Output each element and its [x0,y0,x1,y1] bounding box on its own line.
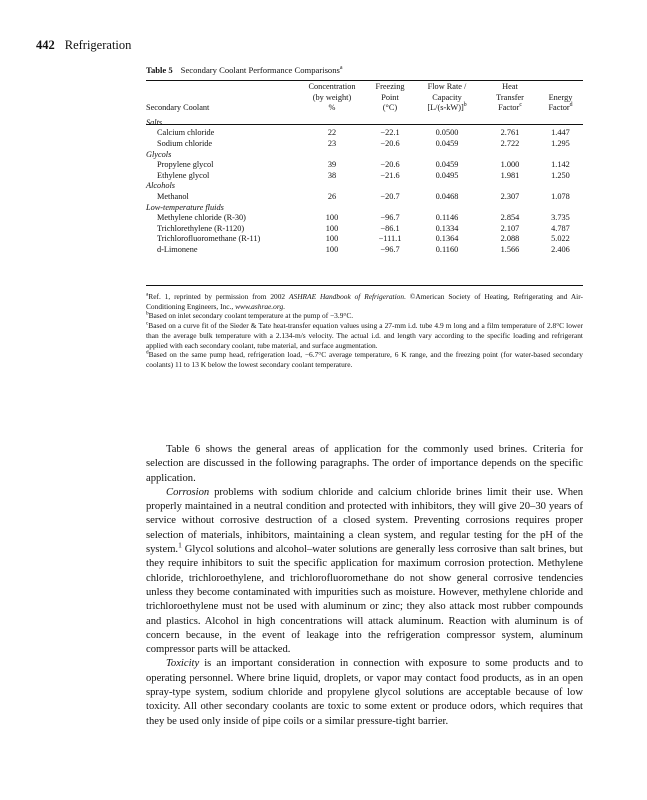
body-text [146,443,583,729]
concentration-cell: 39 [327,160,337,170]
concentration-cell: 100 [325,244,339,254]
table-row [146,224,583,235]
freezing-point-cell: −20.7 [380,191,400,201]
heat-transfer-cell: 2.088 [500,234,520,244]
freezing-point-cell: −22.1 [380,128,400,138]
footnote-c: $^c$Based on a curve fit of the Sieder & Tate heat-transfer equation values using a 27-mm i.d. tube 4.9 m long and a film temperature of 2.8°C lower than the average bulk temperature with a 2.134-m/s velocity. The actual i.d. and length vary according to the specific loading and refrigerant applied with each secondary coolant, tube material, and surface augmentation. [146,320,583,350]
col-header-freezing: Freezing Point (°C) [375,82,405,113]
table-row [146,234,583,245]
table-row [146,213,583,224]
flow-rate-cell: 0.0495 [435,170,459,180]
concentration-cell: 38 [327,170,337,180]
table-row [146,139,583,150]
table-title: Secondary Coolant Performance Comparisons [180,65,340,75]
coolant-name: Propylene glycol [157,160,214,170]
paragraph-corrosion: Corrosion problems with sodium chloride and calcium chloride brines limit their use. When properly maintained in a neutral condition and protected with inhibitors, they will give 20–30 years of service without corrosive destruction of a closed system. Preventing corrosions requires proper selection of materials, inhibitors, maintaining a clean system, and regular testing for the pH of the system.$^1$ Glycol solutions and alcohol–water solutions are generally less corrosive than salt brines, but they require inhibitors to suit the specific application for maximum corrosion protection. Methylene chloride, trichloroethylene, and trichlorofluoromethane do not show general corrosive tendencies unless they become contaminated with impurities such as moisture. However, methylene chloride and trichloroethylene must not be used with aluminum or zinc; they also attack most rubber compounds and plastics. Alcohol in high concentrations will attack aluminum. Reaction with aluminum is of concern because, in the event of leakage into the refrigeration compressor system, aluminum compressor parts will be attacked. [146,486,583,656]
reference-mark: 1 [178,540,182,550]
freezing-point-cell: −96.7 [380,244,400,254]
energy-factor-cell: 3.735 [551,213,570,223]
footnote-a: $^a$Ref. 1, reprinted by permission from 2002 ASHRAE Handbook of Refrigeration. ©American Society of Heating, Refrigerating and Air-Conditioning Engineers, Inc., www.ashrae.org. [146,291,583,311]
coolant-name: Sodium chloride [157,138,213,148]
term-toxicity: Toxicity [166,658,200,670]
coolant-name: Calcium chloride [157,128,215,138]
coolant-name: Trichlorethylene (R-1120) [157,223,245,233]
energy-factor-cell: 1.447 [551,128,570,138]
heat-transfer-cell: 2.722 [500,138,520,148]
table-group-row [146,150,583,161]
concentration-cell: 100 [325,234,339,244]
heat-transfer-cell: 2.761 [500,128,520,138]
concentration-cell: 100 [325,213,339,223]
flow-rate-cell: 0.0459 [435,160,459,170]
page-number: 442 [36,38,55,52]
concentration-cell: 22 [327,128,337,138]
table-row [146,160,583,171]
table-row [146,192,583,203]
table-label: Table 5 [146,65,173,75]
freezing-point-cell: −20.6 [380,160,400,170]
table-group-row [146,181,583,192]
flow-rate-cell: 0.1160 [435,244,459,254]
col-header-flow: Flow Rate / Capacity $[L/(s-kW)]^b$ [427,82,467,113]
flow-rate-cell: 0.1146 [435,213,459,223]
energy-factor-cell: 1.078 [551,191,570,201]
group-label: Low-temperature fluids [146,202,224,212]
table-bottom-rule [146,285,583,286]
coolant-name: Methanol [157,191,189,201]
energy-factor-cell: 1.295 [551,138,570,148]
heat-transfer-cell: 2.307 [500,191,520,201]
page-header [36,38,131,53]
table-caption [146,65,343,75]
concentration-cell: 100 [325,223,339,233]
freezing-point-cell: −20.6 [380,138,400,148]
group-label: Glycols [146,149,172,159]
coolant-name: d-Limonene [157,244,198,254]
energy-factor-cell: 5.022 [551,234,570,244]
coolant-table [146,82,583,256]
heat-transfer-cell: 1.981 [500,170,520,180]
col-header-concentration: Concentration (by weight) % [308,82,356,113]
footnote-b: $^b$Based on inlet secondary coolant temperature at the pump of −3.9°C. [146,310,354,321]
freezing-point-cell: −111.1 [378,234,402,244]
caption-footnote-mark: a [339,65,343,72]
paragraph-toxicity: Toxicity is an important consideration in connection with exposure to some products and to operating personnel. Where brine liquid, droplets, or vapor may contact food products, as in an open spray-type system, sodium chloride and propylene glycol solutions are acceptable because of low toxicity. All other secondary coolants are toxic to some extent or produce odors, which requires that they be used only inside of pipe coils or a similar pressure-tight barrier. [146,658,583,727]
paragraph-intro: Table 6 shows the general areas of application for the commonly used brines. Criteria for selection are discussed in the following paragraphs. The order of importance depends on the specific application. [146,444,583,484]
freezing-point-cell: −96.7 [380,213,400,223]
table-footnotes [146,292,583,370]
col-header-coolant: Secondary Coolant [146,103,210,113]
coolant-name: Ethylene glycol [157,170,210,180]
freezing-point-cell: −86.1 [380,223,400,233]
coolant-name: Methylene chloride (R-30) [157,213,246,223]
table-header-row [146,82,583,114]
term-corrosion: Corrosion [166,486,210,498]
energy-factor-cell: 4.787 [551,223,570,233]
footnote-d: $^d$Based on the same pump head, refrigeration load, −6.7°C average temperature, 6 K range, and the freezing point (for water-based secondary coolants) 11 to 13 K below the lowest secondary coolant temperature. [146,349,583,369]
energy-factor-cell: 1.250 [551,170,570,180]
col-header-energy: Energy Factor$^d$ [548,92,573,113]
energy-factor-cell: 1.142 [551,160,570,170]
heat-transfer-cell: 2.854 [500,213,520,223]
freezing-point-cell: −21.6 [380,170,400,180]
table-top-rule [146,80,583,81]
coolant-name: Trichlorofluoromethane (R-11) [157,234,261,244]
flow-rate-cell: 0.0500 [435,128,459,138]
heat-transfer-cell: 1.566 [500,244,520,254]
energy-factor-cell: 2.406 [551,244,570,254]
concentration-cell: 26 [327,191,337,201]
concentration-cell: 23 [327,138,337,148]
heat-transfer-cell: 2.107 [500,223,520,233]
col-header-transfer: Heat Transfer Factor$^c$ [496,82,524,113]
running-title: Refrigeration [64,38,132,52]
flow-rate-cell: 0.1334 [435,223,459,233]
table-row [146,128,583,139]
table-group-row [146,118,583,129]
group-label: Salts [146,117,163,127]
table-row [146,245,583,256]
group-label: Alcohols [146,181,176,191]
footnote-url: www.ashrae.org [235,301,284,311]
table-body [146,118,583,256]
heat-transfer-cell: 1.000 [500,160,520,170]
flow-rate-cell: 0.1364 [435,234,459,244]
table-row [146,171,583,182]
table-group-row [146,203,583,214]
flow-rate-cell: 0.0459 [435,138,459,148]
flow-rate-cell: 0.0468 [435,191,459,201]
